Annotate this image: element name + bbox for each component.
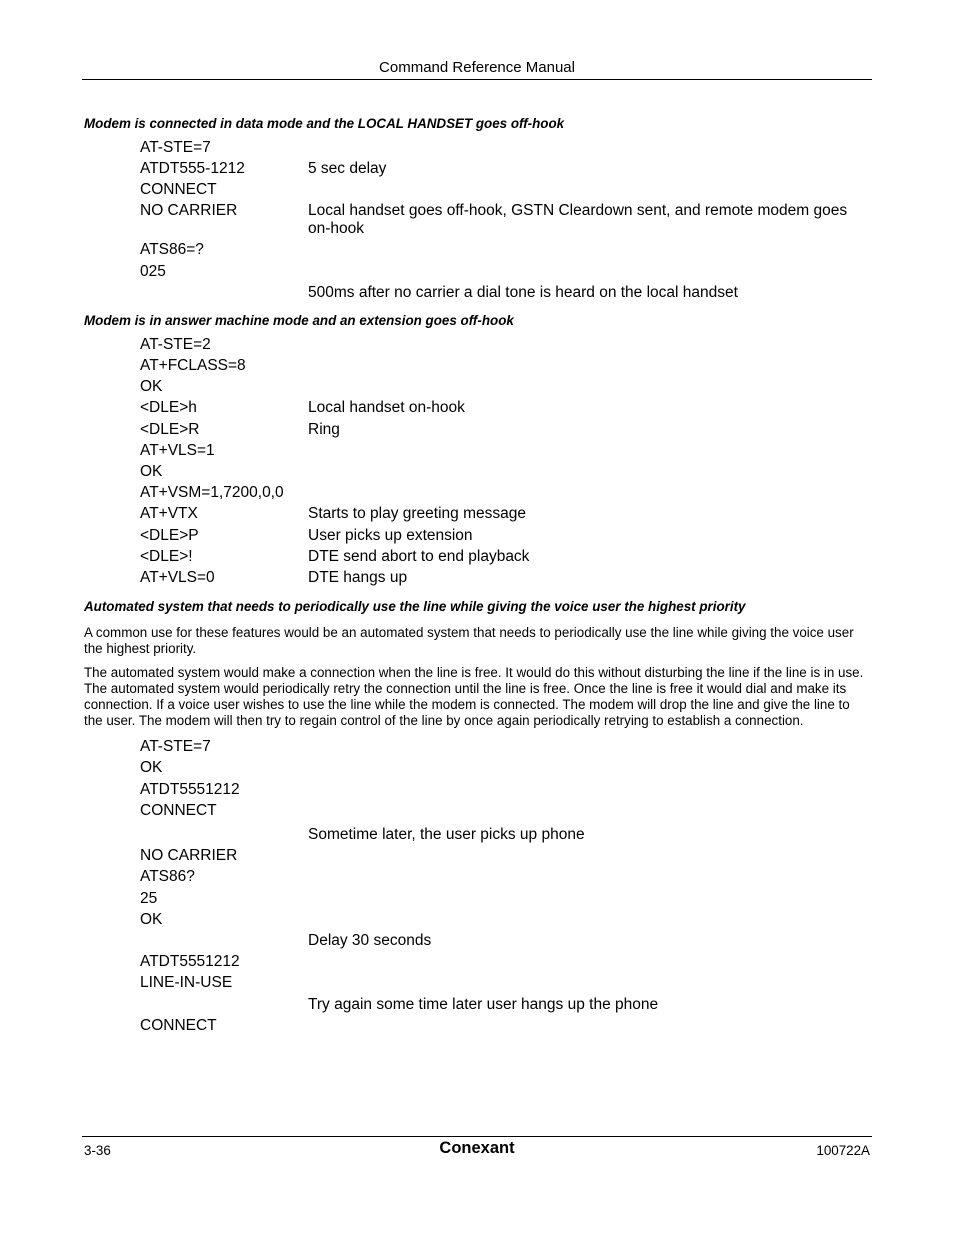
command-text	[140, 996, 308, 1014]
command-text: AT-STE=7	[140, 138, 211, 156]
command-row	[140, 261, 872, 282]
command-description	[308, 378, 868, 396]
footer-divider	[82, 1136, 872, 1137]
command-text: CONNECT	[140, 1016, 217, 1034]
command-description: DTE send abort to end playback	[308, 547, 530, 565]
command-text: OK	[140, 759, 163, 777]
command-text: CONNECT	[140, 180, 217, 198]
command-row	[140, 282, 872, 303]
paragraph: A common use for these features would be an automated system that needs to periodically use the line while giving the voice user the highest priority.	[84, 624, 854, 656]
command-text: LINE-IN-USE	[140, 974, 233, 992]
command-description: Local handset goes off-hook, GSTN Cleardown sent, and remote modem goes on-hook	[308, 202, 848, 238]
command-text: AT+VSM=1,7200,0,0	[140, 484, 284, 502]
command-row	[140, 461, 872, 482]
command-row	[140, 179, 872, 200]
command-row	[140, 504, 872, 525]
command-text: AT+VTX	[140, 505, 198, 523]
command-text: ATDT555-1212	[140, 159, 245, 177]
command-description: Local handset on-hook	[308, 399, 465, 417]
command-text: <DLE>!	[140, 547, 193, 565]
section-heading: Modem is connected in data mode and the LOCAL HANDSET goes off-hook	[84, 116, 565, 131]
command-description: User picks up extension	[308, 526, 473, 544]
command-text: 25	[140, 889, 158, 907]
command-description	[308, 139, 868, 157]
command-text: AT+VLS=0	[140, 568, 215, 586]
page-header-title: Command Reference Manual	[379, 59, 575, 76]
command-description: Ring	[308, 420, 340, 438]
command-row	[140, 846, 872, 867]
command-description	[308, 181, 868, 199]
command-description	[308, 241, 868, 259]
command-text: <DLE>R	[140, 420, 200, 438]
command-description	[308, 738, 868, 756]
command-table	[140, 737, 872, 1037]
command-row	[140, 525, 872, 546]
command-row	[140, 240, 872, 261]
command-table	[140, 137, 872, 303]
command-row	[140, 440, 872, 461]
command-row	[140, 909, 872, 930]
command-row	[140, 888, 872, 909]
command-row	[140, 867, 872, 888]
page-number: 3-36	[84, 1143, 111, 1158]
command-text: ATS86=?	[140, 241, 204, 259]
command-text: ATDT5551212	[140, 780, 240, 798]
command-row	[140, 800, 872, 821]
command-description	[308, 759, 868, 777]
command-text: NO CARRIER	[140, 202, 238, 220]
command-text: OK	[140, 378, 163, 396]
command-row	[140, 483, 872, 504]
command-table	[140, 334, 872, 588]
command-text: ATS86?	[140, 868, 195, 886]
command-text	[140, 932, 308, 950]
command-row	[140, 973, 872, 994]
command-row	[140, 930, 872, 951]
document-number: 100722A	[816, 1143, 870, 1158]
command-text: AT+FCLASS=8	[140, 357, 246, 375]
command-description	[308, 974, 868, 992]
section-heading: Modem is in answer machine mode and an extension goes off-hook	[84, 313, 514, 329]
command-row	[140, 1015, 872, 1036]
command-text: <DLE>P	[140, 526, 199, 544]
command-description	[308, 484, 868, 502]
page-content	[84, 115, 872, 1036]
command-text: ATDT5551212	[140, 953, 240, 971]
command-text	[140, 826, 308, 844]
command-row	[140, 758, 872, 779]
command-row	[140, 737, 872, 758]
command-row	[140, 567, 872, 588]
command-row	[140, 201, 872, 240]
command-description	[308, 911, 868, 929]
command-description	[308, 781, 868, 799]
command-description	[308, 442, 868, 460]
command-row	[140, 952, 872, 973]
command-text: OK	[140, 910, 163, 928]
command-text: <DLE>h	[140, 399, 197, 417]
command-description	[308, 802, 868, 820]
header-divider	[82, 79, 872, 80]
command-row	[140, 825, 872, 846]
command-text: OK	[140, 463, 163, 481]
command-description: Delay 30 seconds	[308, 932, 432, 950]
command-description	[308, 868, 868, 886]
command-text: AT+VLS=1	[140, 441, 215, 459]
command-text: AT-STE=7	[140, 738, 211, 756]
command-description: 500ms after no carrier a dial tone is heard on the local handset	[308, 283, 738, 301]
command-description: DTE hangs up	[308, 568, 408, 586]
command-row	[140, 334, 872, 355]
command-description: 5 sec delay	[308, 159, 387, 177]
section-heading: Automated system that needs to periodically use the line while giving the voice user the highest priority	[84, 598, 746, 614]
command-row	[140, 356, 872, 377]
command-row	[140, 546, 872, 567]
command-description	[308, 357, 868, 375]
command-text: 025	[140, 262, 166, 280]
command-description	[308, 263, 868, 281]
command-description	[308, 847, 868, 865]
command-description: Starts to play greeting message	[308, 505, 526, 523]
command-description	[308, 463, 868, 481]
command-row	[140, 398, 872, 419]
command-row	[140, 419, 872, 440]
command-description: Try again some time later user hangs up the phone	[308, 995, 659, 1013]
command-row	[140, 158, 872, 179]
command-description	[308, 1017, 868, 1035]
command-description	[308, 953, 868, 971]
command-row	[140, 779, 872, 800]
command-description: Sometime later, the user picks up phone	[308, 826, 585, 844]
paragraph: The automated system would make a connection when the line is free. It would do this without disturbing the line if the line is in use. The automated system would periodically retry the connection until the line is free. Once the line is free it would dial and make its connection. If a voice user wishes to use the line while the modem is connected. The modem will drop the line and give the line to the user. The modem will then try to regain control of the line by once again periodically retrying to establish a connection.	[84, 664, 864, 728]
command-row	[140, 137, 872, 158]
command-description	[308, 336, 868, 354]
command-row	[140, 994, 872, 1015]
command-description	[308, 890, 868, 908]
command-text	[140, 284, 308, 302]
command-text: AT-STE=2	[140, 335, 211, 353]
command-text: NO CARRIER	[140, 847, 238, 865]
command-row	[140, 377, 872, 398]
command-text: CONNECT	[140, 801, 217, 819]
company-name: Conexant	[439, 1139, 515, 1157]
